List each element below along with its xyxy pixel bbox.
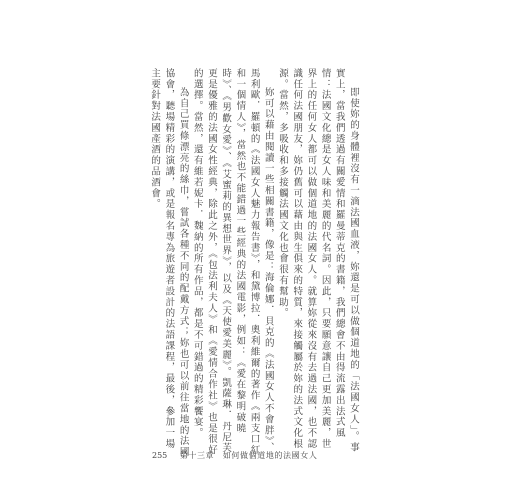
paragraph-3: 為自己買條漂亮的絲巾，嘗試各種不同的配戴方式；妳也可以前往當地的法國協會，聽場精彩的演講，或是報名專為旅遊者設計的法語課程，最後，參加一場主要針對法國產酒的品酒會。 [149,68,189,458]
body-text [135,68,360,460]
running-head: 第十三章 如何做個道地的法國女人 [179,451,318,460]
paragraph-2: 妳可以藉由閱讀一些相關書籍，像是：海倫娜．貝克的《法國女人不會胖》、馬利歐．羅頓的《法國女人魅力報告書》，和黛博拉．奧利維爾的著作《兩支口紅和一個情人》，當然也不能錯過一些經典的法國電影，例如：《愛在黎明破曉時》、《男歡女愛》、《艾蜜莉的異想世界》，以及《天使愛美麗》。凱薩琳．丹尼芙更是優雅的法國女性經典，除此之外，《包法利夫人》和《愛情合作社》也是很好的選擇。當然，還有維若妮卡．魏納的所有作品，都是不可錯過的精彩饗宴。 [191,68,274,456]
page-number: 255 [152,451,168,460]
page-footer [152,450,317,461]
paragraph-1: 即使妳的身體裡沒有一滴法國血液，妳還是可以做個道地的「法國女人」。事實上，當我們透過有關愛情和羅曼蒂克的書籍，我們總會不由得流露出法式風情：法國文化總是女人味和美麗的代名詞。因此，只要願意讓自己更加美麗，世界上的任何女人都可以做個道地的法國女人。就算妳從來沒有去過法國，也不認識任何法國朋友，妳仍舊可以藉由與生俱來的特質，來接觸屬於妳的法式文化根源。當然，多吸收和多接觸法國文化也會很有幫助。 [276,68,359,453]
